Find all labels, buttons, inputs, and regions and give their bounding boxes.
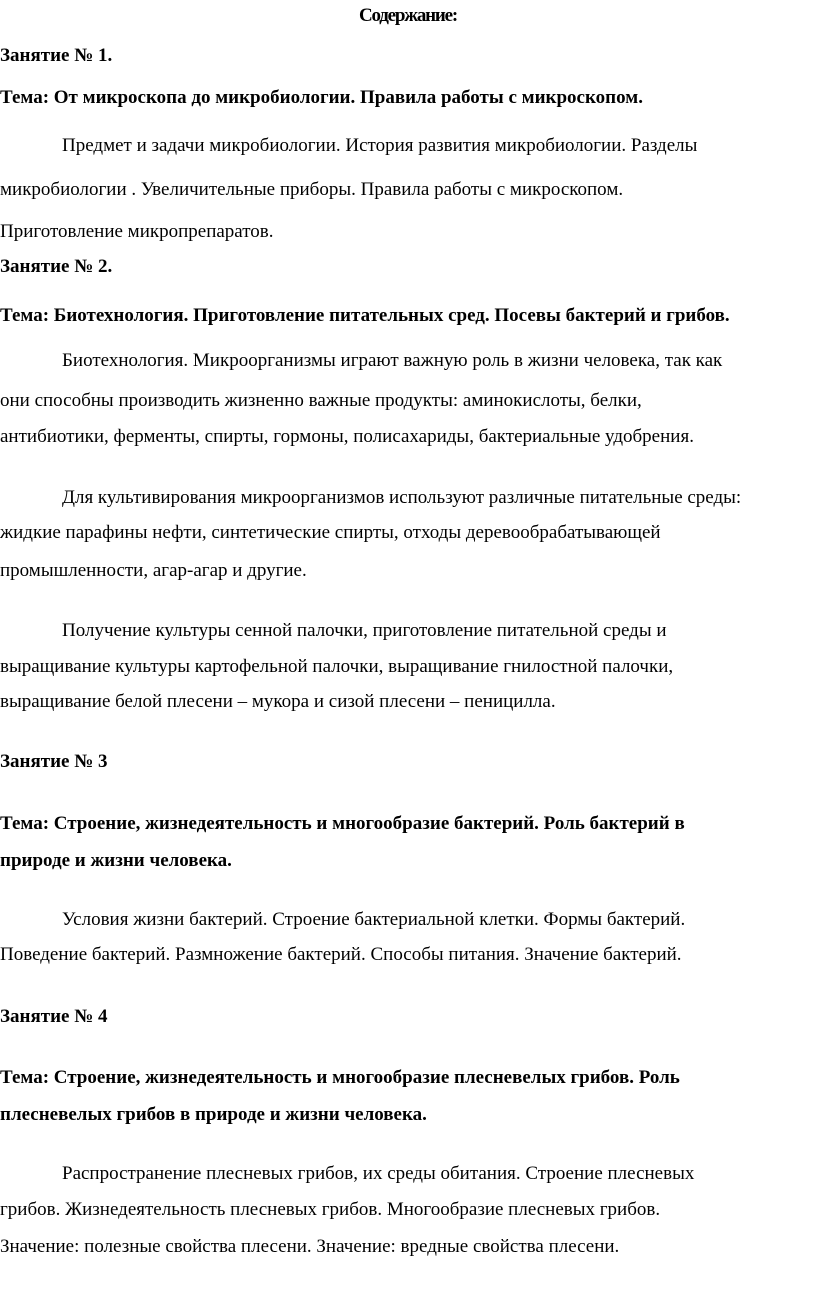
- lesson-3-topic-line: природе и жизни человека.: [0, 850, 232, 871]
- lesson-3-text-line: Условия жизни бактерий. Строение бактериальной клетки. Формы бактерий.: [62, 909, 686, 930]
- lesson-1-text-line: микробиологии . Увеличительные приборы. Правила работы с микроскопом.: [0, 179, 624, 200]
- lesson-2-text-line: антибиотики, ферменты, спирты, гормоны, полисахариды, бактериальные удобрения.: [0, 426, 694, 447]
- lesson-2-text-line: они способны производить жизненно важные продукты: аминокислоты, белки,: [0, 390, 642, 411]
- lesson-4-text-line: Значение: полезные свойства плесени. Значение: вредные свойства плесени.: [0, 1236, 620, 1257]
- lesson-2-text-line: Для культивирования микроорганизмов используют различные питательные среды:: [62, 487, 742, 508]
- lesson-2-text-line: Получение культуры сенной палочки, приготовление питательной среды и: [62, 620, 667, 641]
- lesson-2-heading: Занятие № 2.: [0, 256, 113, 277]
- lesson-2-text-line: промышленности, агар-агар и другие.: [0, 560, 307, 581]
- lesson-4-text-line: Распространение плесневых грибов, их среды обитания. Строение плесневых: [62, 1163, 695, 1184]
- lesson-2-topic: Тема: Биотехнология. Приготовление питательных сред. Посевы бактерий и грибов.: [0, 305, 730, 326]
- lesson-1-text-line: Предмет и задачи микробиологии. История развития микробиологии. Разделы: [62, 135, 698, 156]
- lesson-1-heading: Занятие № 1.: [0, 45, 113, 66]
- lesson-2-text-line: выращивание культуры картофельной палочки, выращивание гнилостной палочки,: [0, 656, 674, 677]
- lesson-4-text-line: грибов. Жизнедеятельность плесневых грибов. Многообразие плесневых грибов.: [0, 1199, 661, 1220]
- lesson-1-topic: Тема: От микроскопа до микробиологии. Правила работы с микроскопом.: [0, 87, 643, 108]
- lesson-3-heading: Занятие № 3: [0, 751, 108, 772]
- lesson-2-text-line: выращивание белой плесени – мукора и сизой плесени – пеницилла.: [0, 691, 556, 712]
- lesson-3-topic-line: Тема: Строение, жизнедеятельность и многообразие бактерий. Роль бактерий в: [0, 813, 685, 834]
- lesson-2-text-line: жидкие парафины нефти, синтетические спирты, отходы деревообрабатывающей: [0, 522, 661, 543]
- lesson-4-topic-line: Тема: Строение, жизнедеятельность и многообразие плесневелых грибов. Роль: [0, 1067, 680, 1088]
- lesson-4-heading: Занятие № 4: [0, 1006, 108, 1027]
- document-title: Содержание:: [358, 5, 458, 26]
- lesson-1-text-line: Приготовление микропрепаратов.: [0, 221, 274, 242]
- lesson-4-topic-line: плесневелых грибов в природе и жизни человека.: [0, 1104, 427, 1125]
- lesson-2-text-line: Биотехнология. Микроорганизмы играют важную роль в жизни человека, так как: [62, 350, 723, 371]
- lesson-3-text-line: Поведение бактерий. Размножение бактерий. Способы питания. Значение бактерий.: [0, 944, 682, 965]
